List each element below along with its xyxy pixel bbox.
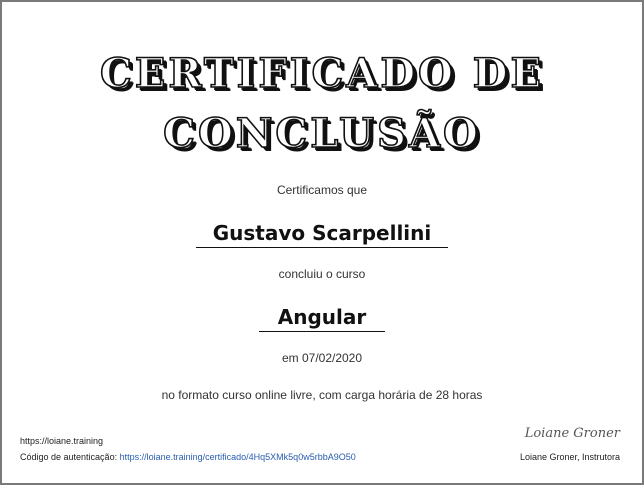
instructor-signature: Loiane Groner <box>524 426 620 441</box>
intro-text: Certificamos que <box>276 183 368 197</box>
authentication-code-label: Código de autenticação: <box>20 452 118 462</box>
instructor-name: Loiane Groner, Instrutora <box>519 452 620 462</box>
recipient-name-field <box>2 220 642 248</box>
website-link[interactable]: https://loiane.training <box>20 436 104 446</box>
course-format-text: no formato curso online livre, com carga horária de 28 horas <box>161 388 483 402</box>
authentication-code-link[interactable]: https://loiane.training/certificado/4Hq5XMk5q0w5rbbA9O50 <box>119 452 356 462</box>
certificate-title-line-1: CERTIFICADO DE <box>100 50 544 97</box>
authentication-code-row <box>20 452 356 462</box>
concluded-text: concluiu o curso <box>278 267 366 281</box>
course-name: Angular <box>259 304 385 332</box>
course-name-field <box>2 304 642 332</box>
certificate-title-line-2: CONCLUSÃO <box>163 110 481 157</box>
completion-date: em 07/02/2020 <box>281 351 363 365</box>
recipient-name: Gustavo Scarpellini <box>196 220 448 248</box>
